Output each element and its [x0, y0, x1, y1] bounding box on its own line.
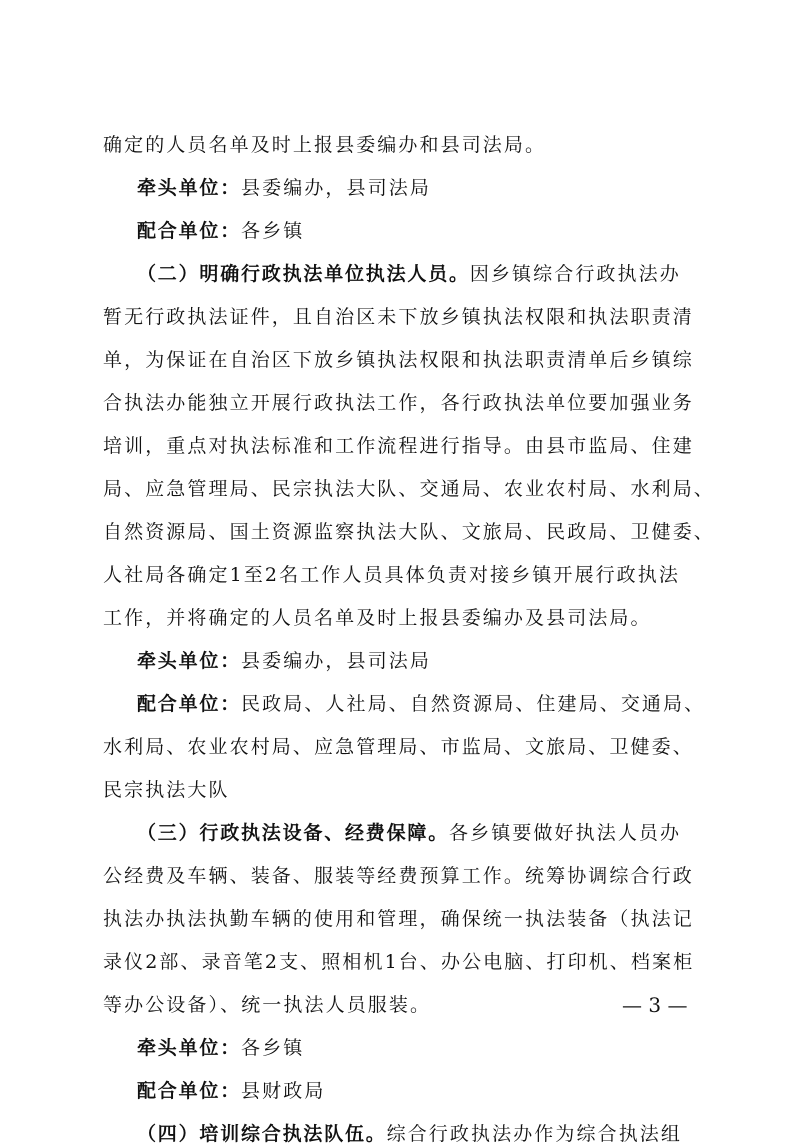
text-line: 局、应急管理局、民宗执法大队、交通局、农业农村局、水利局、 [103, 478, 715, 500]
text-line: 等办公设备）、统一执法人员服装。 [103, 994, 432, 1016]
text-line: 暂无行政执法证件，且自治区未下放乡镇执法权限和执法职责清 [103, 306, 694, 328]
lead-unit-line [137, 649, 431, 673]
text-line: 培训，重点对执法标准和工作流程进行指导。由县市监局、住建 [103, 435, 694, 457]
text-line: 综合行政执法办作为综合执法组 [386, 1123, 683, 1145]
section-3-heading: （三）行政执法设备、经费保障。 [137, 822, 450, 844]
lead-unit-line [137, 1036, 304, 1060]
lead-unit-value: 各乡镇 [241, 1037, 305, 1059]
support-unit-line [137, 1079, 325, 1103]
lead-unit-label: 牵头单位： [137, 177, 242, 199]
support-unit-line [137, 692, 705, 716]
lead-unit-value: 县委编办，县司法局 [241, 650, 431, 672]
support-unit-label: 配合单位： [137, 220, 242, 242]
section-4-heading-line [137, 1122, 682, 1146]
text-line: 工作，并将确定的人员名单及时上报县委编办及县司法局。 [103, 607, 652, 629]
lead-unit-label: 牵头单位： [137, 650, 242, 672]
support-unit-value: 各乡镇 [241, 220, 305, 242]
text-line: 自然资源局、国土资源监察执法大队、文旅局、民政局、卫健委、 [103, 521, 715, 543]
section-2-heading-line [137, 262, 681, 286]
lead-unit-line [137, 176, 431, 200]
support-unit-line [137, 219, 304, 243]
text-line: 公经费及车辆、装备、服装等经费预算工作。统筹协调综合行政 [103, 865, 694, 887]
support-unit-label: 配合单位： [137, 693, 242, 715]
text-line: 水利局、农业农村局、应急管理局、市监局、文旅局、卫健委、 [103, 736, 694, 758]
page-number: — 3 — [622, 993, 688, 1017]
section-4-heading: （四）培训综合执法队伍。 [137, 1123, 387, 1145]
text-line: 录仪2部、录音笔2支、照相机1台、办公电脑、打印机、档案柜 [103, 951, 695, 973]
text-line: 因乡镇综合行政执法办 [469, 263, 681, 285]
text-line: 人社局各确定1至2名工作人员具体负责对接乡镇开展行政执法 [103, 564, 680, 586]
text-line: 各乡镇要做好执法人员办 [449, 822, 682, 844]
text-line: 单，为保证在自治区下放乡镇执法权限和执法职责清单后乡镇综 [103, 349, 694, 371]
support-unit-label: 配合单位： [137, 1080, 242, 1102]
support-unit-value: 县财政局 [241, 1080, 326, 1102]
text-line: 民宗执法大队 [103, 779, 230, 801]
section-3-heading-line [137, 821, 681, 845]
lead-unit-value: 县委编办，县司法局 [241, 177, 431, 199]
text-line: 执法办执法执勤车辆的使用和管理，确保统一执法装备（执法记 [103, 908, 694, 930]
text-line: 确定的人员名单及时上报县委编办和县司法局。 [103, 134, 547, 156]
section-2-heading: （二）明确行政执法单位执法人员。 [137, 263, 470, 285]
support-unit-value: 民政局、人社局、自然资源局、住建局、交通局、 [241, 693, 706, 715]
text-line: 合执法办能独立开展行政执法工作，各行政执法单位要加强业务 [103, 392, 694, 414]
lead-unit-label: 牵头单位： [137, 1037, 242, 1059]
